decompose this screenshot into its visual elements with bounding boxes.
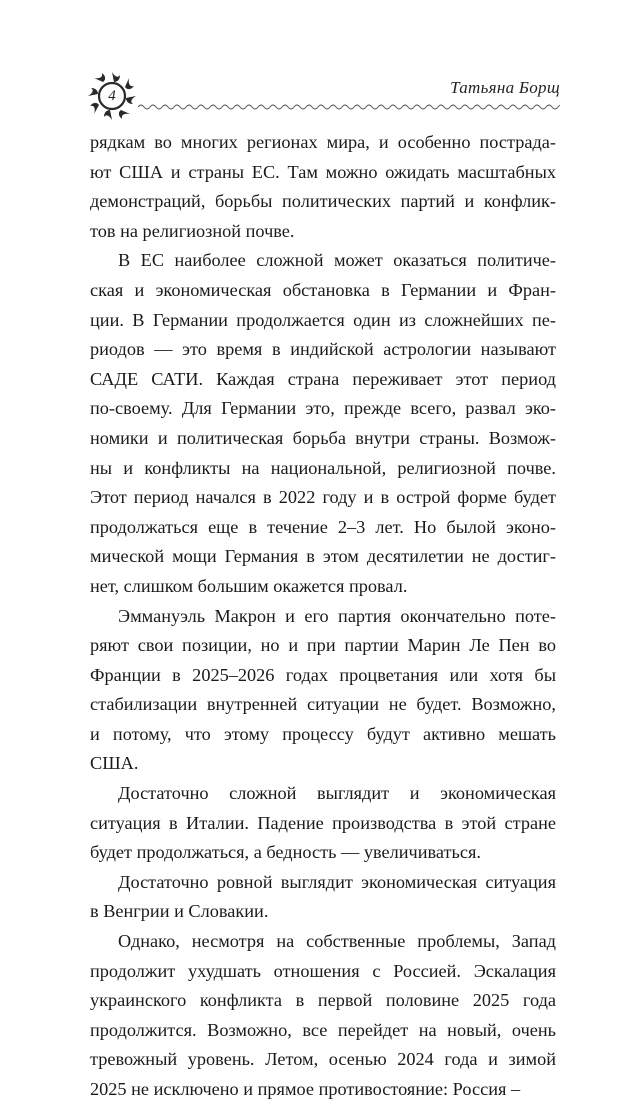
page-number: 4: [108, 88, 116, 104]
wavy-divider: [138, 102, 560, 112]
text-line: ны и конфликты на национальной, религиозной почве.: [90, 457, 556, 478]
text-line: Франции в 2025–2026 годах процветания или хотя бы: [90, 664, 556, 685]
text-line: Достаточно ровной выглядит экономическая ситуация: [118, 871, 556, 892]
text-line: ситуация в Италии. Падение производства в этой стране: [90, 812, 556, 833]
text-line: тревожный уровень. Летом, осенью 2024 года и зимой: [90, 1049, 556, 1070]
paragraph: [90, 779, 556, 868]
text-line: США.: [90, 753, 139, 774]
text-line: в Венгрии и Словакии.: [90, 901, 269, 922]
paragraph: [90, 868, 556, 927]
body-text: [90, 128, 556, 1105]
text-line: В ЕС наиболее сложной может оказаться политиче-: [118, 250, 556, 271]
text-line: номики и политическая борьба внутри страны. Возмож-: [90, 427, 556, 448]
text-line: продолжаться еще в течение 2–3 лет. Но былой эконо-: [90, 516, 556, 537]
text-line: демонстраций, борьбы политических партий и конфлик-: [90, 191, 556, 212]
text-line: Однако, несмотря на собственные проблемы, Запад: [118, 931, 556, 952]
text-line: 2025 не исключено и прямое противостояние: Россия –: [90, 1079, 521, 1099]
text-line: ют США и страны ЕС. Там можно ожидать масштабных: [90, 161, 556, 182]
running-title: Татьяна Борщ: [450, 78, 560, 97]
text-line: стабилизации внутренней ситуации не будет. Возможно,: [90, 694, 556, 715]
text-line: по-своему. Для Германии это, прежде всего, развал эко-: [90, 398, 556, 419]
text-line: САДЕ САТИ. Каждая страна переживает этот период: [90, 368, 556, 389]
text-line: Достаточно сложной выглядит и экономическая: [118, 783, 556, 804]
paragraph: [90, 128, 556, 246]
text-line: ряют свои позиции, но и при партии Марин Ле Пен во: [90, 635, 556, 656]
text-line: украинского конфликта в первой половине 2025 года: [90, 990, 556, 1011]
text-line: тов на религиозной почве.: [90, 220, 295, 241]
text-line: риодов — это время в индийской астрологии называют: [90, 339, 556, 360]
text-line: рядкам во многих регионах мира, и особенно пострада-: [90, 132, 556, 152]
text-line: продолжит ухудшать отношения с Россией. Эскалация: [90, 960, 556, 981]
text-line: нет, слишком большим окажется провал.: [90, 575, 408, 596]
text-line: Эммануэль Макрон и его партия окончательно поте-: [118, 605, 556, 626]
paragraph: [90, 602, 556, 780]
text-line: ции. В Германии продолжается один из сложнейших пе-: [90, 309, 556, 330]
paragraph: [90, 246, 556, 601]
paragraph: [90, 927, 556, 1105]
page-header: [84, 68, 560, 120]
text-line: ская и экономическая обстановка в Германии и Фран-: [90, 279, 556, 300]
text-line: и потому, что этому процессу будут активно мешать: [90, 723, 556, 744]
text-line: будет продолжаться, а бедность — увеличиваться.: [90, 842, 481, 863]
text-line: продолжится. Возможно, все перейдет на новый, очень: [90, 1019, 556, 1040]
text-line: Этот период начался в 2022 году и в острой форме будет: [90, 487, 556, 508]
text-line: мической мощи Германия в этом десятилетии не достиг-: [90, 546, 556, 567]
